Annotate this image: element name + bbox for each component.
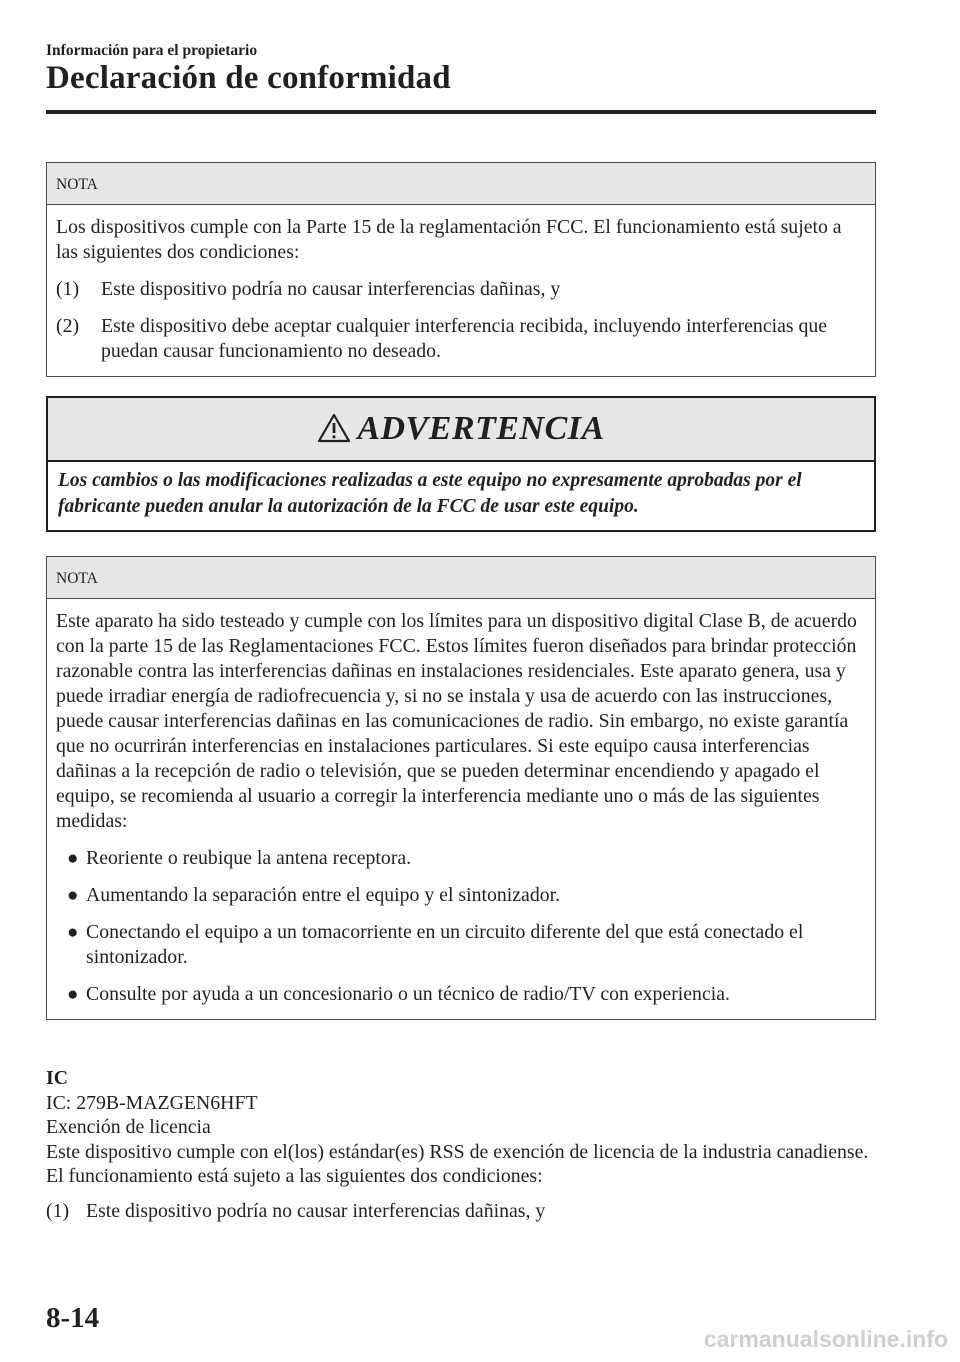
ic-section: [46, 1066, 886, 1223]
item-text: Este dispositivo podría no causar interferencias dañinas, y: [86, 1199, 546, 1222]
watermark: carmanualsonline.info: [703, 1326, 948, 1352]
list-item: [56, 277, 861, 302]
warning-title: ADVERTENCIA: [357, 410, 605, 447]
warning-box: [46, 396, 876, 532]
item-number: (1): [46, 1199, 70, 1222]
note-box-fcc-conditions: [46, 162, 876, 377]
warning-text: Los cambios o las modificaciones realizadas a este equipo no expresamente aprobadas por el fabricante pueden anular la autorización de la FCC de usar este equipo.: [58, 470, 802, 517]
bullet-text: Reoriente o reubique la antena receptora.: [86, 847, 412, 869]
note-label: NOTA: [47, 557, 875, 599]
list-item: [56, 314, 861, 364]
bullet-item: [56, 982, 861, 1007]
bullet-text: Consulte por ayuda a un concesionario o un técnico de radio/TV con experiencia.: [86, 983, 730, 1005]
bullet-item: [56, 920, 861, 970]
ic-paragraph: Este dispositivo cumple con el(los) estándar(es) RSS de exención de licencia de la industria canadiense. El funcionamiento está sujeto a las siguientes dos condiciones:: [46, 1140, 869, 1187]
bullet-text: Conectando el equipo a un tomacorriente en un circuito diferente del que está conectado el sintonizador.: [86, 921, 804, 968]
warning-header: [48, 398, 874, 462]
item-text: Este dispositivo debe aceptar cualquier interferencia recibida, incluyendo interferencias que puedan causar funcionamiento no deseado.: [101, 315, 828, 362]
page-title: Declaración de conformidad: [46, 60, 451, 96]
list-item: [46, 1199, 886, 1224]
header-divider: [46, 110, 876, 114]
bullet-icon: ●: [67, 848, 79, 869]
bullet-item: [56, 883, 861, 908]
note-label: NOTA: [47, 163, 875, 205]
ic-heading: IC: [46, 1067, 68, 1089]
section-label: Información para el propietario: [46, 42, 258, 59]
item-number: (1): [56, 278, 80, 300]
bullet-icon: ●: [67, 922, 79, 943]
bullet-text: Aumentando la separación entre el equipo y el sintonizador.: [86, 884, 561, 906]
note-box-class-b: [46, 556, 876, 1020]
bullet-item: [56, 846, 861, 871]
note-body: [47, 205, 875, 376]
note-body: [47, 599, 875, 1019]
warning-triangle-icon: [317, 413, 351, 443]
note-intro: Los dispositivos cumple con la Parte 15 de la reglamentación FCC. El funcionamiento está sujeto a las siguientes dos condiciones:: [56, 216, 842, 263]
item-number: (2): [56, 315, 80, 337]
note-paragraph: Este aparato ha sido testeado y cumple con los límites para un dispositivo digital Clase B, de acuerdo con la parte 15 de las Reglamentaciones FCC. Estos límites fueron diseñados para brindar protección razonable contra las interferencias dañinas en instalaciones residenciales. Este aparato genera, usa y puede irradiar energía de radiofrecuencia y, si no se instala y usa de acuerdo con las instrucciones, puede causar interferencias dañinas en las comunicaciones de radio. Sin embargo, no existe garantía que no ocurrirán interferencias en instalaciones particulares. Si este equipo causa interferencias dañinas a la recepción de radio o televisión, que se pueden determinar encendiendo y apagado el equipo, se recomienda al usuario a corregir la interferencia mediante uno o más de las siguientes medidas:: [56, 610, 857, 832]
bullet-icon: ●: [67, 984, 79, 1005]
page-number: 8-14: [46, 1302, 100, 1334]
item-text: Este dispositivo podría no causar interferencias dañinas, y: [101, 278, 561, 300]
ic-id: IC: 279B-MAZGEN6HFT: [46, 1091, 258, 1114]
bullet-icon: ●: [67, 885, 79, 906]
ic-subheading: Exención de licencia: [46, 1116, 211, 1138]
